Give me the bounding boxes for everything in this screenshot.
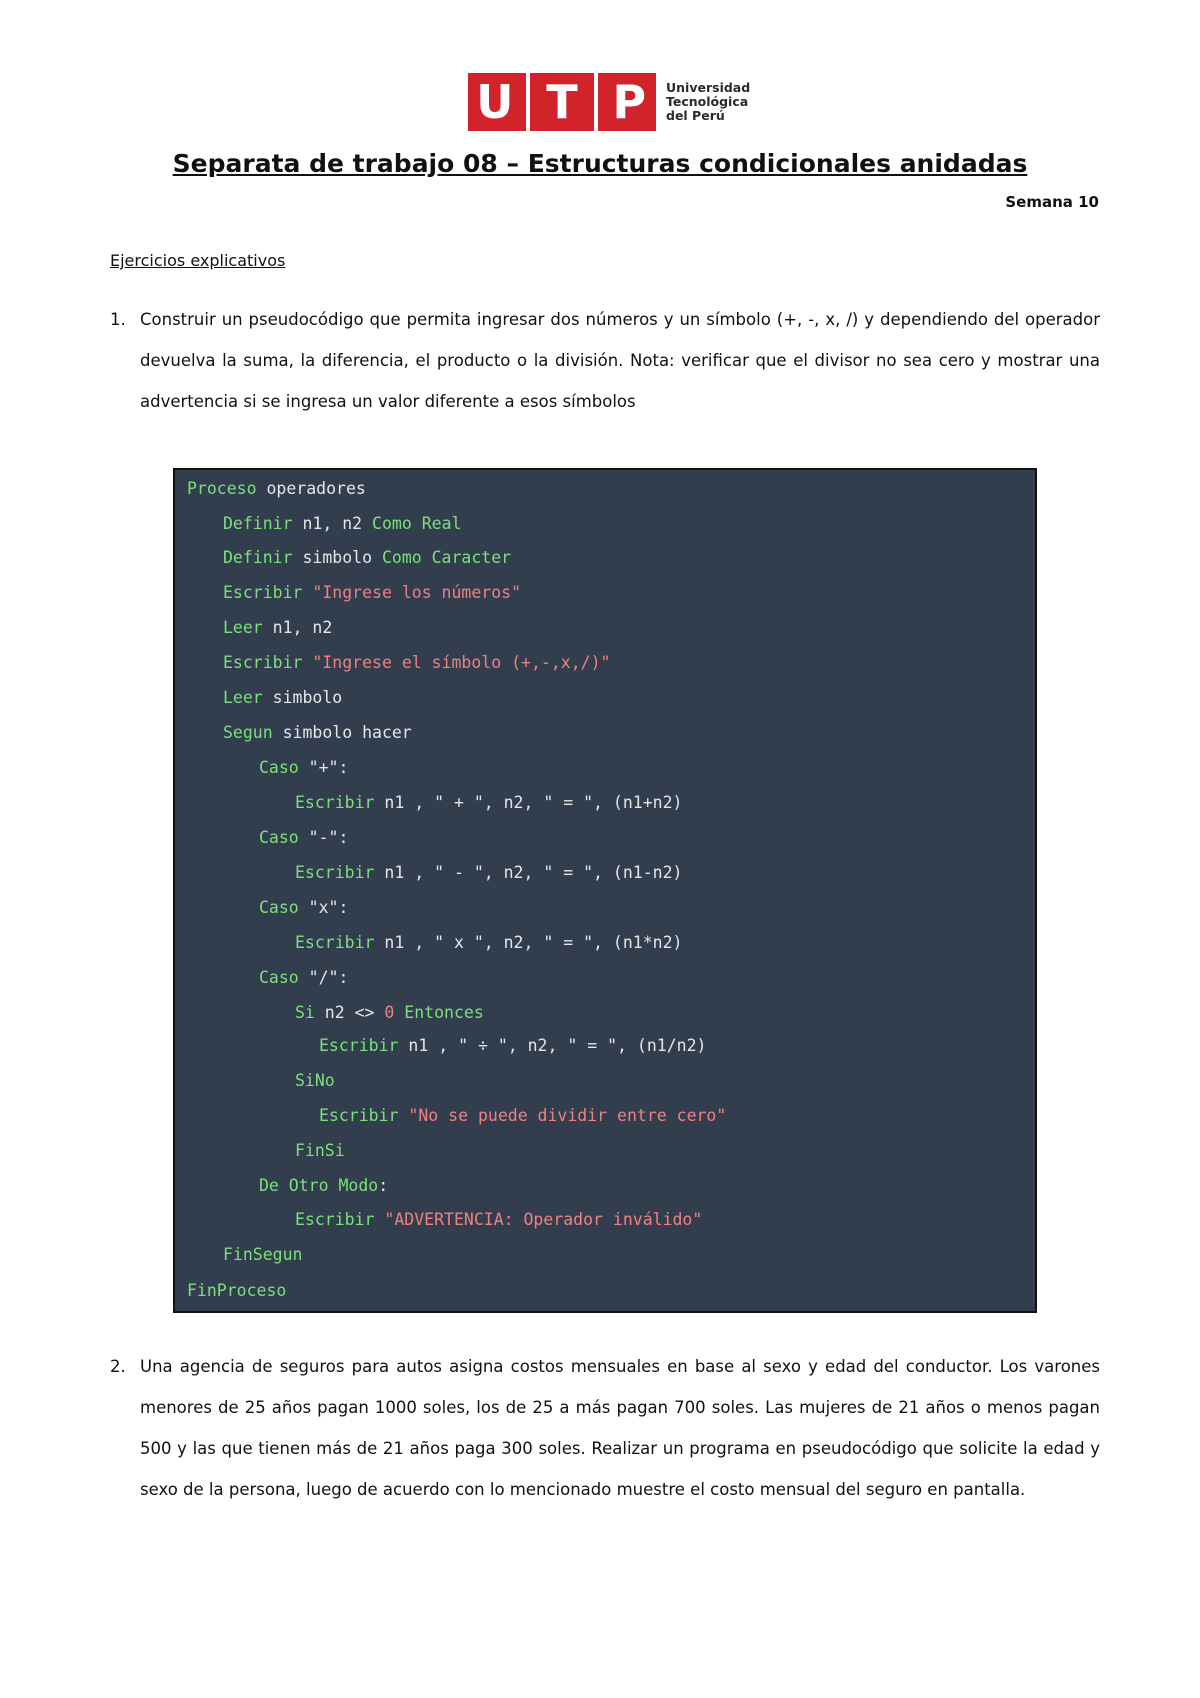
code-keyword: Caso: [259, 898, 299, 917]
code-keyword: Escribir: [295, 1210, 375, 1229]
code-text: "-":: [298, 828, 349, 847]
section-title: Ejercicios explicativos: [110, 251, 286, 270]
exercise-number: 2.: [110, 1357, 126, 1376]
code-keyword: Escribir: [295, 863, 375, 882]
code-text: "/":: [298, 968, 349, 987]
code-line: [223, 613, 332, 643]
logo-line: Tecnológica: [666, 94, 749, 109]
code-keyword: Leer: [223, 688, 263, 707]
code-line: [223, 509, 461, 539]
code-text: simbolo hacer: [272, 723, 412, 742]
code-line: [295, 1136, 345, 1166]
code-keyword: Como Caracter: [381, 548, 512, 567]
code-line: [259, 823, 348, 853]
code-line: [187, 1276, 286, 1306]
code-text: "+":: [298, 758, 349, 777]
code-text: n1 , " + ", n2, " = ", (n1+n2): [374, 793, 683, 812]
utp-logo: [468, 73, 750, 131]
code-line: [295, 788, 682, 818]
code-line: [223, 1240, 302, 1270]
code-keyword: Leer: [223, 618, 263, 637]
exercise-number: 1.: [110, 310, 126, 329]
code-line: [223, 718, 412, 748]
code-text: n1, n2: [262, 618, 333, 637]
code-keyword: Proceso: [187, 479, 257, 498]
code-text: n1 , " x ", n2, " = ", (n1*n2): [374, 933, 683, 952]
code-keyword: De Otro Modo: [259, 1176, 379, 1195]
code-text: n1 , " ÷ ", n2, " = ", (n1/n2): [398, 1036, 707, 1055]
code-line: [295, 1066, 335, 1096]
code-keyword: Si: [295, 1003, 315, 1022]
code-keyword: FinSi: [295, 1141, 345, 1160]
logo-divider: [526, 73, 530, 131]
code-keyword: Escribir: [223, 653, 303, 672]
code-text: n2 <>: [314, 1003, 385, 1022]
code-line: [187, 474, 366, 504]
code-keyword: Entonces: [404, 1003, 484, 1022]
code-text: [302, 653, 312, 672]
logo-letter-u: U: [476, 75, 514, 129]
code-text: [302, 583, 312, 602]
code-line: [223, 543, 511, 573]
code-text: "x":: [298, 898, 349, 917]
code-keyword: Segun: [223, 723, 273, 742]
exercise-1: [110, 299, 1100, 422]
code-line: [295, 928, 682, 958]
code-keyword: Definir: [223, 548, 293, 567]
code-line: [223, 648, 610, 678]
code-text: simbolo: [262, 688, 343, 707]
logo-mark: [468, 73, 656, 131]
code-line: [295, 1205, 702, 1235]
code-text: [394, 1003, 404, 1022]
code-text: simbolo: [292, 548, 382, 567]
code-text: operadores: [256, 479, 366, 498]
code-line: [259, 753, 348, 783]
code-keyword: Escribir: [295, 793, 375, 812]
code-line: [259, 963, 348, 993]
pseudocode-block: [173, 468, 1037, 1313]
code-keyword: FinSegun: [223, 1245, 303, 1264]
code-keyword: Caso: [259, 828, 299, 847]
code-line: [295, 858, 682, 888]
code-text: n1 , " - ", n2, " = ", (n1-n2): [374, 863, 683, 882]
code-text: :: [378, 1176, 389, 1195]
page-title: Separata de trabajo 08 – Estructuras condicionales anidadas: [172, 149, 1028, 178]
code-keyword: FinProceso: [187, 1281, 287, 1300]
code-keyword: SiNo: [295, 1071, 335, 1090]
code-line: [319, 1101, 726, 1131]
logo-line: Universidad: [666, 80, 751, 95]
code-line: [223, 683, 342, 713]
week-label: Semana 10: [1005, 193, 1099, 211]
exercise-2: [110, 1346, 1100, 1510]
exercise-text: Una agencia de seguros para autos asigna costos mensuales en base al sexo y edad del conductor. Los varones menores de 25 años pagan 1000 soles, los de 25 a más pagan 700 soles. Las mujeres de 21 años o menos pagan 500 y las que tienen más de 21 años paga 300 soles. Realizar un programa en pseudocódigo que solicite la edad y sexo de la persona, luego de acuerdo con lo mencionado muestre el costo mensual del seguro en pantalla.: [140, 1357, 1100, 1499]
logo-letter-t: T: [546, 75, 578, 129]
code-line: [223, 578, 521, 608]
code-keyword: Caso: [259, 968, 299, 987]
code-keyword: Escribir: [319, 1036, 399, 1055]
code-line: [259, 1171, 388, 1201]
code-text: [374, 1210, 384, 1229]
code-string: 0: [384, 1003, 395, 1022]
code-string: "Ingrese el símbolo (+,-,x,/)": [312, 653, 611, 672]
code-keyword: Escribir: [319, 1106, 399, 1125]
logo-line: del Perú: [666, 108, 725, 123]
code-string: "Ingrese los números": [312, 583, 522, 602]
code-keyword: Como Real: [372, 514, 462, 533]
logo-divider: [594, 73, 598, 131]
code-string: "No se puede dividir entre cero": [408, 1106, 727, 1125]
exercise-text: Construir un pseudocódigo que permita ingresar dos números y un símbolo (+, -, x, /) y dependiendo del operador devuelva la suma, la diferencia, el producto o la división. Nota: verificar que el divisor no sea cero y mostrar una advertencia si se ingresa un valor diferente a esos símbolos: [140, 310, 1100, 411]
code-keyword: Escribir: [295, 933, 375, 952]
code-keyword: Escribir: [223, 583, 303, 602]
logo-letter-p: P: [612, 75, 647, 129]
code-line: [295, 998, 484, 1028]
code-text: [398, 1106, 408, 1125]
code-line: [259, 893, 348, 923]
code-keyword: Caso: [259, 758, 299, 777]
code-string: "ADVERTENCIA: Operador inválido": [384, 1210, 703, 1229]
code-text: n1, n2: [292, 514, 373, 533]
code-keyword: Definir: [223, 514, 293, 533]
logo-wordmark: [666, 81, 750, 123]
code-line: [319, 1031, 706, 1061]
